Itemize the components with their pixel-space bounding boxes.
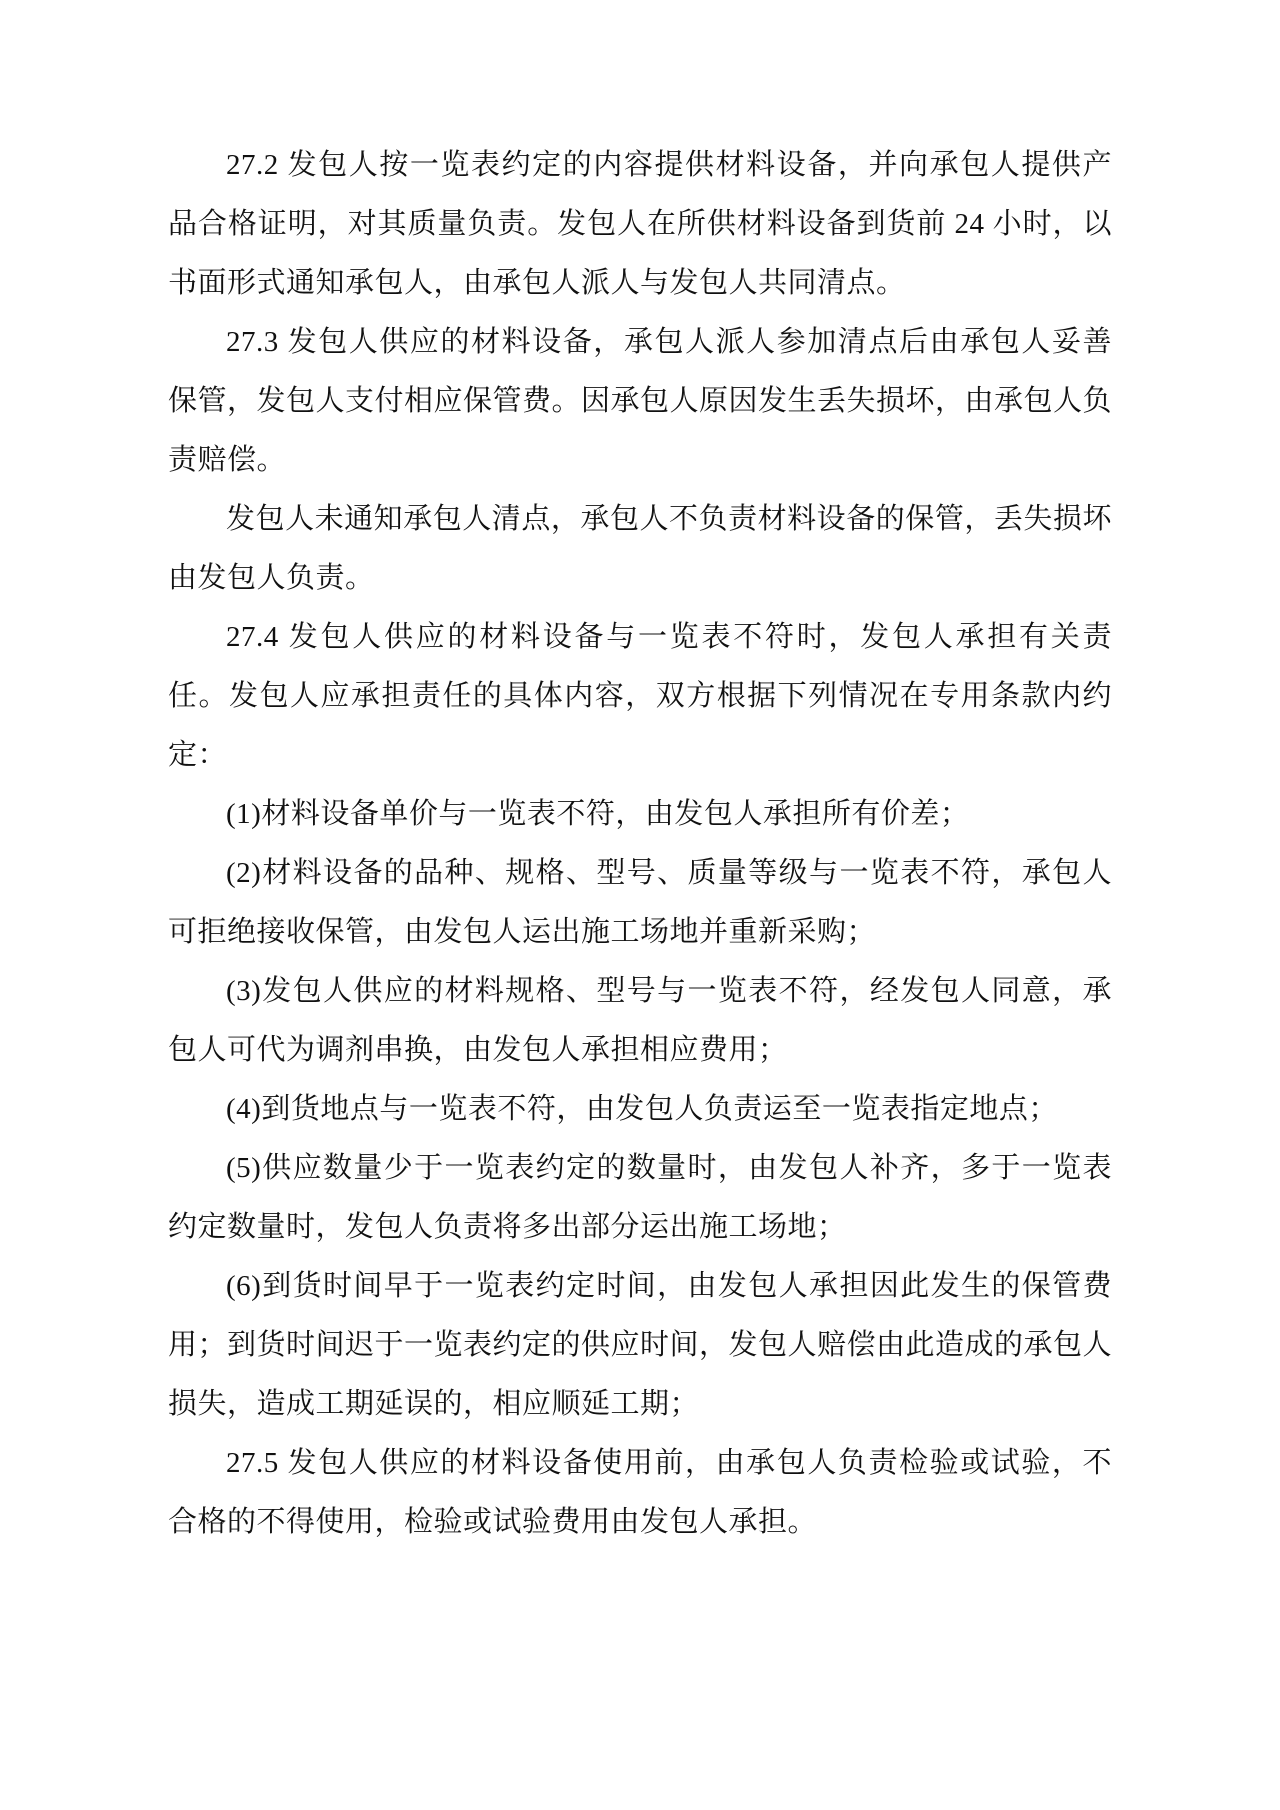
paragraph-27-2: 27.2 发包人按一览表约定的内容提供材料设备，并向承包人提供产品合格证明，对其质量负责。发包人在所供材料设备到货前 24 小时，以书面形式通知承包人，由承包人派人与发包人共同清点。 bbox=[168, 149, 1112, 299]
paragraph-27-3-cont: 发包人未通知承包人清点，承包人不负责材料设备的保管，丢失损坏由发包人负责。 bbox=[168, 503, 1112, 594]
document-content bbox=[168, 136, 1112, 1552]
paragraph-27-4: 27.4 发包人供应的材料设备与一览表不符时，发包人承担有关责任。发包人应承担责任的具体内容，双方根据下列情况在专用条款内约定： bbox=[168, 621, 1112, 771]
paragraph-27-4-item-4: (4)到货地点与一览表不符，由发包人负责运至一览表指定地点； bbox=[226, 1093, 1058, 1125]
paragraph-27-4-item-1: (1)材料设备单价与一览表不符，由发包人承担所有价差； bbox=[226, 798, 970, 830]
paragraph-27-5: 27.5 发包人供应的材料设备使用前，由承包人负责检验或试验，不合格的不得使用，检验或试验费用由发包人承担。 bbox=[168, 1447, 1112, 1538]
paragraph-27-3: 27.3 发包人供应的材料设备，承包人派人参加清点后由承包人妥善保管，发包人支付相应保管费。因承包人原因发生丢失损坏，由承包人负责赔偿。 bbox=[168, 326, 1113, 476]
paragraph-27-4-item-6: (6)到货时间早于一览表约定时间，由发包人承担因此发生的保管费用；到货时间迟于一览表约定的供应时间，发包人赔偿由此造成的承包人损失，造成工期延误的，相应顺延工期； bbox=[168, 1270, 1113, 1420]
paragraph-27-4-item-3: (3)发包人供应的材料规格、型号与一览表不符，经发包人同意，承包人可代为调剂串换，由发包人承担相应费用； bbox=[168, 975, 1112, 1066]
paragraph-27-4-item-5: (5)供应数量少于一览表约定的数量时，由发包人补齐，多于一览表约定数量时，发包人负责将多出部分运出施工场地； bbox=[168, 1152, 1112, 1243]
paragraph-27-4-item-2: (2)材料设备的品种、规格、型号、质量等级与一览表不符，承包人可拒绝接收保管，由发包人运出施工场地并重新采购； bbox=[168, 857, 1112, 948]
